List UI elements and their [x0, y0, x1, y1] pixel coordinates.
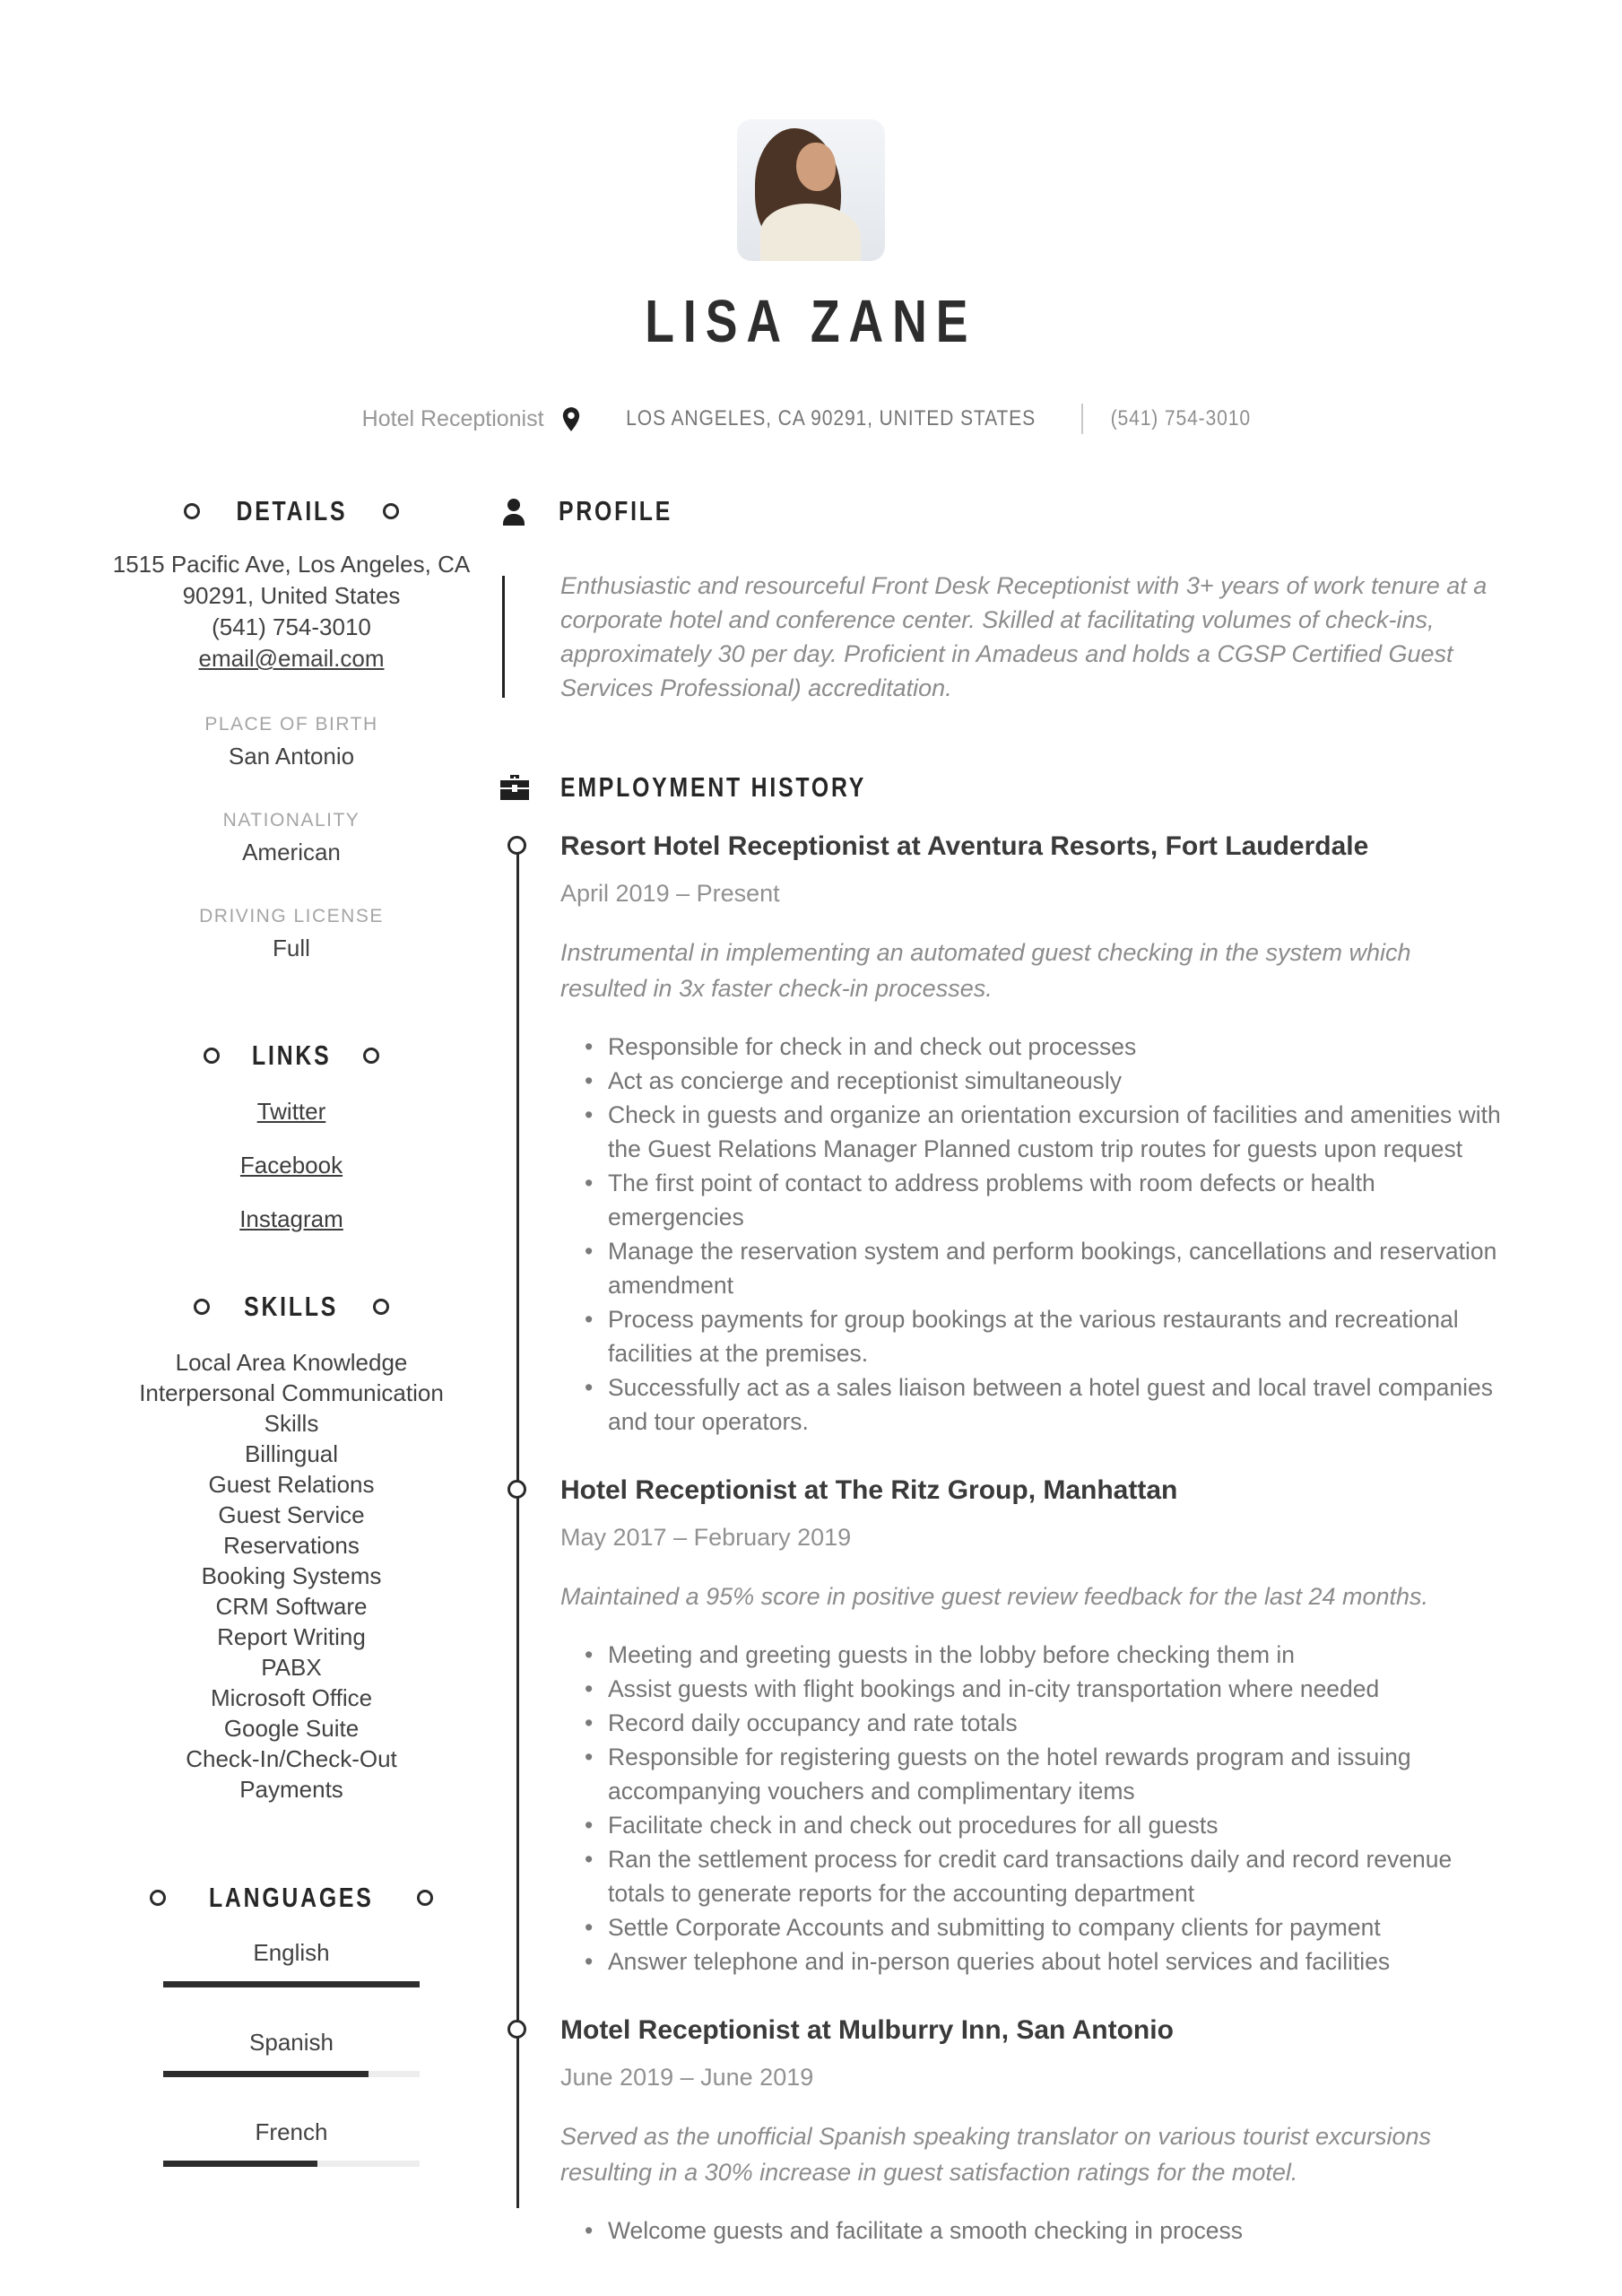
languages-list — [94, 1937, 489, 2167]
skill-item: Report Writing — [217, 1623, 366, 1650]
job-bullet: • Assist guests with flight bookings and in-city transportation where needed — [583, 1672, 1514, 1706]
language-bar-fill — [163, 2161, 317, 2167]
profile-heading-label: PROFILE — [559, 495, 673, 526]
language-bar — [163, 2071, 420, 2077]
skills-list — [126, 1347, 457, 1805]
employment-section — [499, 771, 1538, 2248]
job-bullet: • Process payments for group bookings at the various restaurants and recreational facilities at the premises. — [583, 1302, 1514, 1370]
job-bullet: • The first point of contact to address problems with room defects or health emergencies — [583, 1166, 1514, 1234]
job-bullet: • Responsible for check in and check out processes — [583, 1030, 1514, 1064]
address-line-1: 1515 Pacific Ave, Los Angeles, CA — [112, 551, 471, 578]
details-heading-label: DETAILS — [236, 495, 347, 526]
skill-item: Guest Relations — [208, 1471, 375, 1498]
sidebar — [94, 495, 489, 2206]
languages-heading — [94, 1882, 489, 1914]
skill-item: Google Suite — [223, 1715, 360, 1742]
ring-circle-icon — [204, 1048, 220, 1064]
job-dates: June 2019 – June 2019 — [560, 2064, 814, 2091]
job-bullet: • Responsible for registering guests on the hotel rewards program and issuing accompanying vouchers and complimentary items — [583, 1740, 1514, 1808]
ring-circle-icon — [194, 1299, 210, 1315]
briefcase-icon — [499, 773, 530, 802]
divider — [1081, 404, 1083, 434]
job-entry — [499, 1473, 1538, 1979]
skill-item: Check-In/Check-Out — [186, 1745, 397, 1772]
job-bullet: • Manage the reservation system and perform bookings, cancellations and reservation amendment — [583, 1234, 1514, 1302]
language-name: Spanish — [249, 2029, 334, 2056]
job-summary: Maintained a 95% score in positive guest review feedback for the last 24 months. — [560, 1583, 1429, 1610]
job-bullet: • Facilitate check in and check out procedures for all guests — [583, 1808, 1514, 1842]
language-item — [94, 2117, 489, 2167]
employment-timeline — [499, 829, 1538, 2248]
skills-section — [94, 1291, 489, 1805]
job-bullet: • Answer telephone and in-person queries about hotel services and facilities — [583, 1944, 1514, 1979]
language-name: French — [255, 2118, 328, 2145]
skill-item: Booking Systems — [201, 1562, 382, 1589]
profile-summary: Enthusiastic and resourceful Front Desk Receptionist with 3+ years of work tenure at a corporate hotel and conference center. Skilled at facilitating volumes of check-ins, approximately 30 per day. Proficient in Amadeus and holds a CGSP Certified Guest Services Professional) accreditation. — [499, 569, 1538, 705]
link-twitter[interactable]: Twitter — [256, 1098, 326, 1125]
language-bar — [163, 2161, 420, 2167]
job-title: Resort Hotel Receptionist at Aventura Resorts, Fort Lauderdale — [560, 831, 1369, 861]
skill-item: Microsoft Office — [210, 1684, 373, 1711]
employment-heading-label: EMPLOYMENT HISTORY — [560, 771, 867, 803]
job-bullet-list — [583, 1030, 1538, 1439]
field-label-driving-license: DRIVING LICENSE — [199, 906, 384, 926]
skill-item: Local Area Knowledge — [175, 1349, 408, 1376]
job-bullet: • Ran the settlement process for credit card transactions daily and record revenue totals to generate reports for the accounting department — [583, 1842, 1514, 1910]
language-bar — [163, 1981, 420, 1987]
skills-heading — [94, 1291, 489, 1323]
links-heading-label: LINKS — [251, 1039, 332, 1071]
job-bullet: • Record daily occupancy and rate totals — [583, 1706, 1514, 1740]
link-facebook[interactable]: Facebook — [239, 1152, 343, 1178]
job-bullet-list — [583, 1638, 1538, 1979]
field-value-place-of-birth: San Antonio — [228, 743, 355, 770]
job-dates: May 2017 – February 2019 — [560, 1524, 852, 1551]
profile-heading — [499, 495, 1538, 527]
job-bullet: • Successfully act as a sales liaison between a hotel guest and local travel companies and tour operators. — [583, 1370, 1514, 1439]
header — [0, 287, 1622, 356]
ring-circle-icon — [150, 1890, 166, 1906]
photo-shirt-shape — [760, 204, 861, 261]
job-entry — [499, 2013, 1538, 2248]
location-text: LOS ANGELES, CA 90291, UNITED STATES — [625, 406, 1036, 430]
profile-photo — [737, 119, 885, 261]
page-title: LISA ZANE — [645, 288, 977, 355]
timeline-dot-icon — [507, 1480, 526, 1499]
job-title: Motel Receptionist at Mulburry Inn, San Antonio — [560, 2015, 1174, 2045]
skill-item: Billingual — [244, 1440, 339, 1467]
job-dates: April 2019 – Present — [560, 880, 780, 907]
job-bullet: • Check in guests and organize an orientation excursion of facilities and amenities with the Guest Relations Manager Planned custom trip routes for guests upon request — [583, 1098, 1514, 1166]
language-name: English — [253, 1939, 330, 1966]
phone-line: (541) 754-3010 — [212, 613, 371, 640]
job-title-text: Hotel Receptionist — [361, 405, 544, 431]
field-label-place-of-birth: PLACE OF BIRTH — [204, 714, 378, 735]
job-bullet: • Act as concierge and receptionist simultaneously — [583, 1064, 1514, 1098]
links-section — [94, 1039, 489, 1233]
ring-circle-icon — [363, 1048, 379, 1064]
skills-heading-label: SKILLS — [244, 1291, 339, 1322]
job-bullet-list — [583, 2213, 1538, 2248]
email-line — [94, 643, 489, 674]
language-item — [94, 1937, 489, 1987]
skill-item: Payments — [239, 1776, 343, 1803]
job-bullet: • Welcome guests and facilitate a smooth checking in process — [583, 2213, 1514, 2248]
language-bar-fill — [163, 1981, 420, 1987]
job-bullet: • Settle Corporate Accounts and submitting to company clients for payment — [583, 1910, 1514, 1944]
links-heading — [94, 1039, 489, 1072]
employment-heading — [499, 771, 1538, 804]
ring-circle-icon — [373, 1299, 389, 1315]
field-value-driving-license: Full — [273, 935, 310, 961]
ring-circle-icon — [417, 1890, 433, 1906]
skill-item: Interpersonal Communication Skills — [139, 1379, 444, 1437]
link-instagram[interactable]: Instagram — [239, 1205, 343, 1232]
skill-item: Guest Service — [218, 1501, 365, 1528]
skill-item: Reservations — [223, 1532, 360, 1559]
field-value-nationality: American — [242, 839, 341, 865]
details-body — [94, 549, 489, 962]
job-bullet: • Meeting and greeting guests in the lobby before checking them in — [583, 1638, 1514, 1672]
language-bar-fill — [163, 2071, 369, 2077]
photo-face-shape — [796, 143, 836, 191]
job-entry — [499, 829, 1538, 1439]
job-title: Hotel Receptionist at The Ritz Group, Manhattan — [560, 1475, 1178, 1505]
timeline-dot-icon — [507, 836, 526, 855]
person-icon — [499, 497, 528, 526]
header-subline — [0, 404, 1622, 434]
location-pin-icon — [562, 407, 580, 431]
field-label-nationality: NATIONALITY — [222, 810, 360, 831]
skill-item: PABX — [261, 1654, 322, 1681]
email-link[interactable]: email@email.com — [198, 645, 385, 672]
job-summary: Instrumental in implementing an automated guest checking in the system which resulted in 3x faster check-in processes. — [560, 939, 1411, 1002]
address-line-2: 90291, United States — [182, 582, 401, 609]
job-summary: Served as the unofficial Spanish speaking translator on various tourist excursions resulting in a 30% increase in guest satisfaction ratings for the motel. — [560, 2123, 1432, 2186]
languages-section — [94, 1882, 489, 2167]
phone-text: (541) 754-3010 — [1110, 406, 1251, 430]
ring-circle-icon — [383, 503, 399, 519]
main-column — [499, 495, 1538, 2248]
timeline-dot-icon — [507, 2020, 526, 2039]
ring-circle-icon — [184, 503, 200, 519]
details-heading — [94, 495, 489, 527]
skill-item: CRM Software — [215, 1593, 368, 1620]
language-item — [94, 2027, 489, 2077]
languages-heading-label: LANGUAGES — [209, 1882, 374, 1913]
